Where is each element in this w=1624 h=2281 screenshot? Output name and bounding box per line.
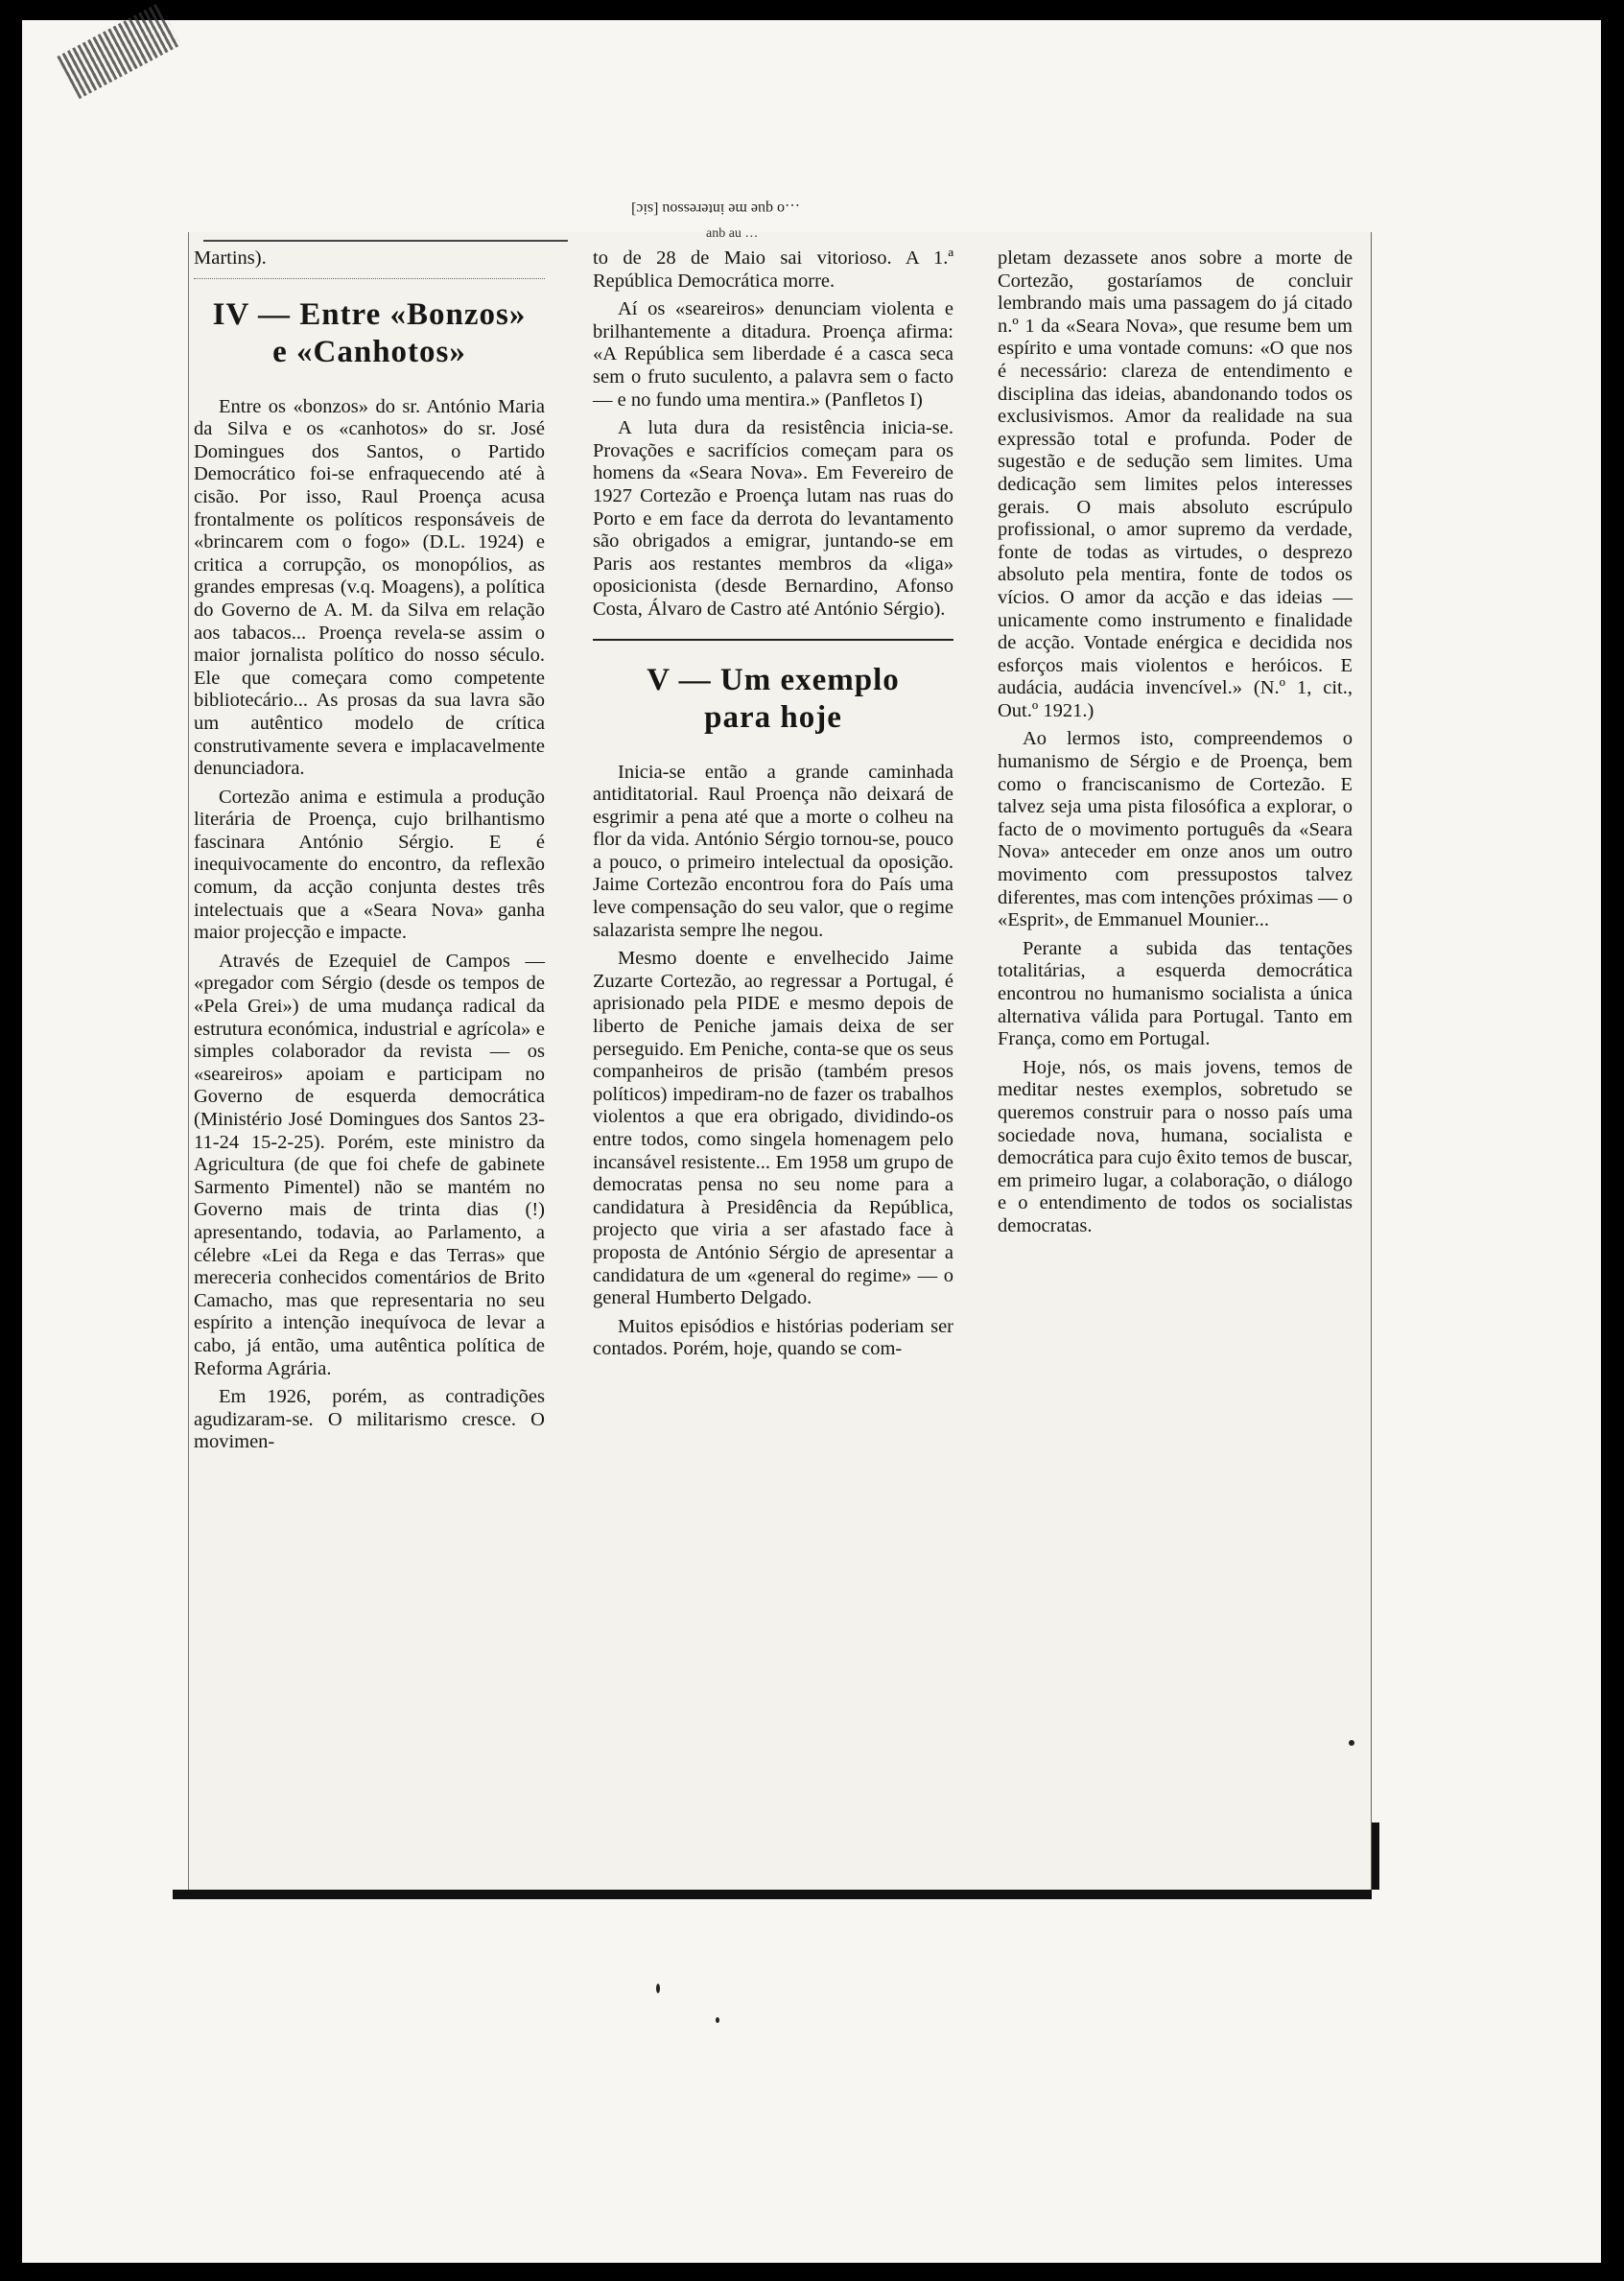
paragraph: Mesmo doente e envelhecido Jaime Zuzarte Cortezão, ao regressar a Portugal, é aprisionado pela PIDE e mesmo depois de liberto de Peniche jamais deixa de ser perseguido. Em Peniche, conta-se que os seus companheiros de prisão (também presos políticos) impediram-no de fazer os trabalhos violentos a que era obrigado, dividindo-os entre todos, como singela homenagem pelo incansável resistente... Em 1958 um grupo de democratas pensa no seu nome para a candidatura à Presidência da República, projecto que viria a ser afastado face à proposta de António Sérgio de apresentar a candidatura de um «general do regime» — o general Humberto Delgado. <box>593 948 953 1309</box>
upside-down-text: …o que me interessou [sic] <box>631 200 800 217</box>
clipping-corner-edge <box>1322 1822 1379 1890</box>
section-heading-iv <box>194 296 545 371</box>
cut-rule <box>203 240 568 242</box>
column-1-top-fragment: Martins). <box>194 247 267 269</box>
paragraph: Entre os «bonzos» do sr. António Maria da Silva e os «canhotos» do sr. José Domingues dos Santos, o Partido Democrático foi-se enfraquecendo até à cisão. Por isso, Raul Proença acusa frontalmente os políticos responsáveis de «brincarem com o fogo» (D.L. 1924) e critica a corrupção, os monopólios, as grandes empresas (v.q. Moagens), a política do Governo de A. M. da Silva em relação aos tabacos... Proença revela-se assim o maior jornalista político do nosso século. Ele que começara como competente bibliotecário... As prosas da sua lavra são um autêntico modelo de crítica construtivamente severa e implacavelmente denunciadora. <box>194 395 545 780</box>
heading-line: V — Um exemplo <box>647 662 900 697</box>
paragraph: Ao lermos isto, compreendemos o humanismo de Sérgio e de Proença, bem como o franciscanismo de Cortezão. E talvez seja uma pista filosófica a explorar, o facto de o movimento português da «Seara Nova» anteceder em onze anos um outro movimento com pressupostos talvez diferentes, mas com intenções próximas — o «Esprit», de Emmanuel Mounier... <box>998 728 1353 931</box>
clipping-bottom-edge <box>173 1890 1372 1899</box>
paragraph: Aí os «seareiros» denunciam violenta e brilhantemente a ditadura. Proença afirma: «A República sem liberdade é a casca seca sem o fruto suculento, a palavra sem o facto — e no fundo uma mentira.» (Panfletos I) <box>593 298 953 411</box>
overlapping-strip <box>583 200 1178 234</box>
ink-speck <box>656 1984 660 1993</box>
section-heading-v <box>593 662 953 737</box>
heading-line: e «Canhotos» <box>272 334 466 369</box>
paragraph: Cortezão anima e estimula a produção literária de Proença, cujo brilhantismo fascinara António Sérgio. E é inequivocamente do encontro, da reflexão comum, da acção conjunta destes três intelectuais que a «Seara Nova» ganha maior projecção e impacte. <box>194 786 545 944</box>
strip-fragment: anb au … <box>706 226 759 241</box>
ink-speck <box>716 2017 719 2023</box>
paragraph: Hoje, nós, os mais jovens, temos de meditar nestes exemplos, sobretudo se queremos construir para o nosso país uma sociedade nova, humana, socialista e democrática para cujo êxito temos de buscar, em primeiro lugar, a colaboração, o diálogo e o entendimento de todos os socialistas democratas. <box>998 1056 1353 1236</box>
heading-line: IV — Entre «Bonzos» <box>212 296 527 332</box>
paragraph: Através de Ezequiel de Campos — «pregador com Sérgio (desde os tempos de «Pela Grei») de uma mudança radical da estrutura económica, industrial e agrícola» e simples colaborador da revista — os «seareiros» apoiam e participam no Governo de esquerda democrática (Ministério José Domingues dos Santos 23-11-24 15-2-25). Porém, este ministro da Agricultura (de que foi chefe de gabinete Sarmento Pimentel) não se mantém no Governo mais de trinta dias (!) apresentando, todavia, ao Parlamento, a célebre «Lei da Rega e das Terras» que mereceria conhecidos comentários de Brito Camacho, mas que representaria no seu espírito a intenção inequívoca de levar a cabo, já então, uma autêntica política de Reforma Agrária. <box>194 950 545 1379</box>
paragraph: Muitos episódios e histórias poderiam ser contados. Porém, hoje, quando se com- <box>593 1315 953 1360</box>
section-rule <box>593 639 953 641</box>
ink-speck <box>1349 1740 1354 1746</box>
separator <box>194 278 545 279</box>
column-3 <box>998 247 1353 1244</box>
heading-line: para hoje <box>704 699 842 735</box>
column-2 <box>593 247 953 1367</box>
column-2-top-fragment: to de 28 de Maio sai vitorioso. A 1.ª República Democrática morre. <box>593 247 953 292</box>
paragraph: A luta dura da resistência inicia-se. Provações e sacrifícios começam para os homens da «Seara Nova». Em Fevereiro de 1927 Cortezão e Proença lutam nas ruas do Porto e em face da derrota do levantamento são obrigados a emigrar, juntando-se em Paris aos restantes membros da «liga» oposicionista (desde Bernardino, Afonso Costa, Álvaro de Castro até António Sérgio). <box>593 417 953 620</box>
paragraph: Perante a subida das tentações totalitárias, a esquerda democrática encontrou no humanismo socialista a única alternativa válida para Portugal. Tanto em França, como em Portugal. <box>998 937 1353 1050</box>
column-1 <box>194 247 545 1460</box>
paragraph: Inicia-se então a grande caminhada antiditatorial. Raul Proença não deixará de esgrimir a pena até que a morte o colheu na flor da vida. António Sérgio tornou-se, pouco a pouco, o primeiro intelectual da oposição. Jaime Cortezão encontrou fora do País uma leve compensação do seu valor, que o regime salazarista sempre lhe negou. <box>593 761 953 941</box>
paragraph: Em 1926, porém, as contradições agudizaram-se. O militarismo cresce. O movimen- <box>194 1386 545 1453</box>
paragraph: pletam dezassete anos sobre a morte de Cortezão, gostaríamos de concluir lembrando mais uma passagem do já citado n.º 1 da «Seara Nova», que resume bem um espírito e uma vontade comuns: «O que nos é necessário: clareza de entendimento e disciplina das ideias, abandonando todos os exclusivismos. Amor da realidade na sua expressão total e profunda. Poder de sugestão e de sedução sem limites. Uma dedicação sem limites pelos interesses gerais. O mais absoluto escrúpulo profissional, o amor supremo da verdade, fonte de todas as virtudes, o desprezo absoluto pela mentira, fonte de todos os vícios. O amor da acção e das ideias — unicamente como instrumento e finalidade de acção. Vontade enérgica e decidida nos esforços mais violentos e heróicos. E audácia, audácia invencível.» (N.º 1, cit., Out.º 1921.) <box>998 247 1353 721</box>
